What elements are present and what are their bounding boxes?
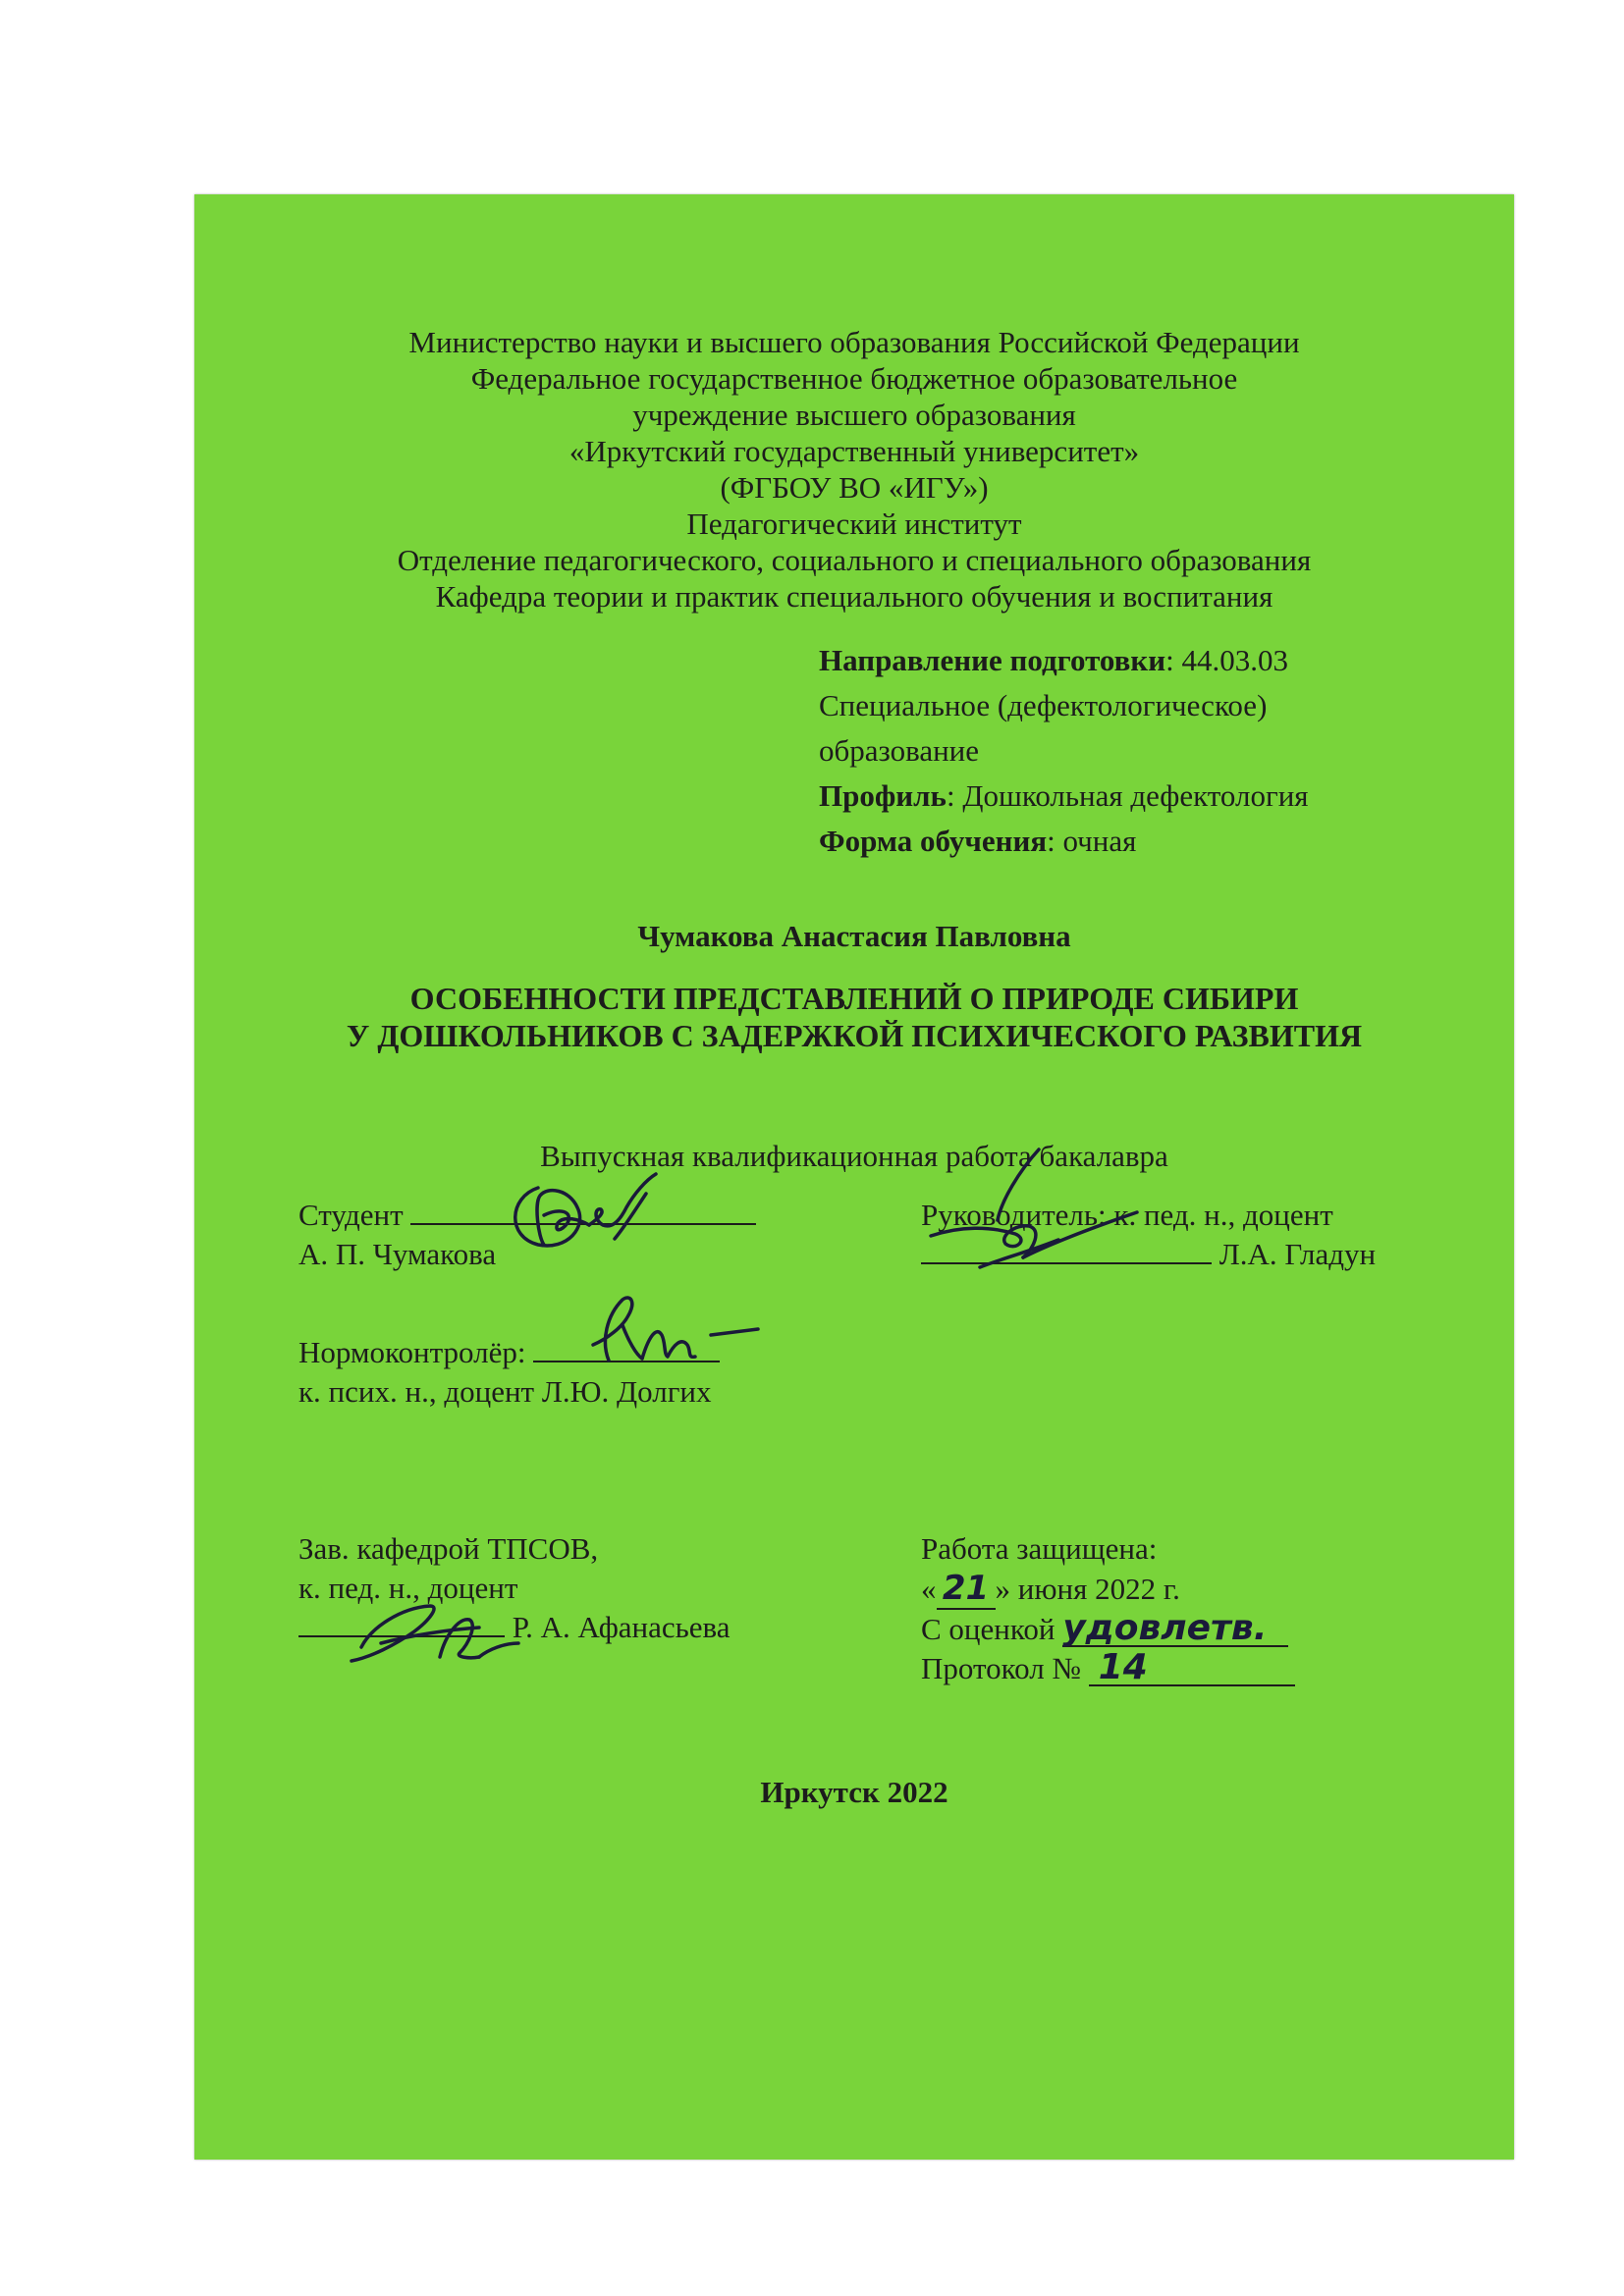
defense-protocol-row xyxy=(921,1649,1295,1688)
defense-label: Работа защищена: xyxy=(921,1531,1158,1566)
profile-label: Профиль xyxy=(819,778,947,813)
defense-grade-row xyxy=(921,1610,1295,1649)
defense-date-open: « xyxy=(921,1572,937,1606)
thesis-title-line-1: ОСОБЕННОСТИ ПРЕДСТАВЛЕНИЙ О ПРИРОДЕ СИБИРИ xyxy=(409,981,1299,1016)
study-form-value: : очная xyxy=(1047,824,1137,858)
supervisor-signature xyxy=(921,1142,1147,1279)
defense-date-day: 21 xyxy=(937,1569,996,1610)
author-name: Чумакова Анастасия Павловна xyxy=(637,919,1071,953)
header-line-ministry: Министерство науки и высшего образования Российской Федерации xyxy=(408,325,1300,359)
defense-protocol-value: 14 xyxy=(1089,1651,1295,1686)
header-line-abbreviation: (ФГБОУ ВО «ИГУ») xyxy=(720,470,989,505)
direction-label: Направление подготовки xyxy=(819,643,1166,677)
study-form-label: Форма обучения xyxy=(819,824,1048,858)
header-line-department: Кафедра теории и практик специального обучения и воспитания xyxy=(435,579,1273,614)
norm-controller-signature xyxy=(579,1286,766,1374)
defense-protocol-label: Протокол № xyxy=(921,1651,1081,1685)
header-line-division: Отделение педагогического, социального и специального образования xyxy=(397,543,1312,577)
city-year: Иркутск 2022 xyxy=(760,1775,948,1809)
header-line-institute: Педагогический институт xyxy=(686,507,1022,541)
direction-line-3: образование xyxy=(819,733,980,768)
header-line-university: «Иркутский государственный университет» xyxy=(568,434,1140,468)
header-line-institution-type: учреждение высшего образования xyxy=(632,398,1076,432)
work-type: Выпускная квалификационная работа бакалавра xyxy=(540,1139,1168,1173)
study-form-field xyxy=(819,819,1309,864)
direction-value: : 44.03.03 xyxy=(1165,643,1288,677)
defense-grade-label: С оценкой xyxy=(921,1612,1056,1646)
defense-grade-value: удовлетв. xyxy=(1062,1612,1288,1647)
defense-date-row xyxy=(921,1569,1295,1610)
norm-controller-name: к. псих. н., доцент Л.Ю. Долгих xyxy=(298,1374,712,1409)
thesis-title-line-2: У ДОШКОЛЬНИКОВ С ЗАДЕРЖКОЙ ПСИХИЧЕСКОГО РАЗВИТИЯ xyxy=(346,1018,1363,1053)
student-name: А. П. Чумакова xyxy=(298,1237,497,1271)
student-signature xyxy=(499,1168,676,1256)
header-line-federal: Федеральное государственное бюджетное образовательное xyxy=(470,361,1238,396)
head-of-department-degree: к. пед. н., доцент xyxy=(298,1571,518,1605)
program-info xyxy=(819,638,1309,864)
profile-value: : Дошкольная дефектология xyxy=(946,778,1309,813)
norm-controller-label: Нормоконтролёр: xyxy=(298,1335,526,1369)
supervisor-label: Руководитель: к. пед. н., доцент xyxy=(921,1198,1333,1232)
defense-date-rest: » июня 2022 г. xyxy=(995,1572,1180,1606)
direction-field xyxy=(819,638,1309,683)
title-page xyxy=(194,194,1514,2160)
head-of-department-signature xyxy=(332,1588,528,1677)
supervisor-name: Л.А. Гладун xyxy=(1218,1237,1377,1271)
profile-field xyxy=(819,774,1309,819)
head-of-department-title: Зав. кафедрой ТПСОВ, xyxy=(298,1531,599,1566)
direction-line-2: Специальное (дефектологическое) xyxy=(819,688,1268,722)
head-of-department-name: Р. А. Афанасьева xyxy=(512,1610,731,1644)
defense-block xyxy=(921,1529,1295,1688)
student-label: Студент xyxy=(298,1198,404,1232)
